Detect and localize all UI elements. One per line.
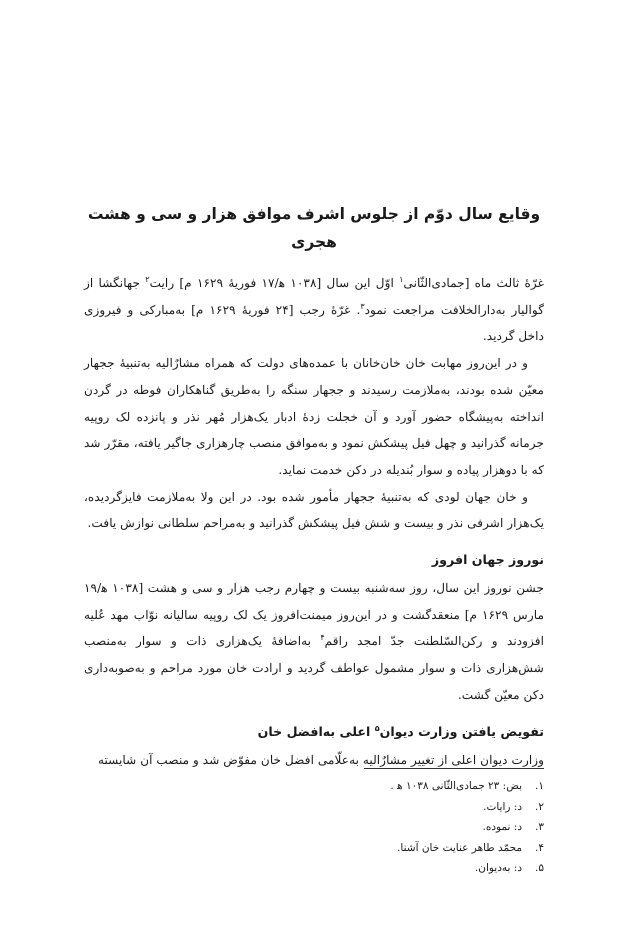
footnote-text: د: نموده.: [482, 821, 522, 833]
section-heading-vizarat-text-a: تفویض یافتن وزارت دیوان: [379, 723, 544, 739]
footnote-text: د: رایات.: [483, 800, 522, 813]
section-heading-vizarat-text-b: اعلی به‌افضل خان: [257, 723, 375, 739]
footnote-text: د: به‌دیوان.: [474, 862, 522, 874]
footnote-number: ۲.: [535, 800, 544, 813]
footnote-number: ۴.: [535, 841, 544, 854]
paragraph-1: [84, 270, 544, 350]
footnote-text: بض: ۲۳ جمادی‌الثّانی ۱۰۳۸ ه‍ .: [390, 780, 522, 792]
paragraph-vizarat: وزارت دیوان اعلی از تغییر مشارٌالیه به‌علّامی افضل خان مفوّض شد و منصب آن شایسته: [97, 752, 544, 767]
paragraph-1-text-a: غرّهٔ ثالث ماه [جمادی‌الثّانی: [403, 276, 544, 290]
footnote-ref-3[interactable]: ۳: [360, 301, 365, 311]
footnote-ref-2[interactable]: ۲: [145, 274, 150, 284]
paragraph-1-text-c: جهانگشا از گوالیار به‌دارالخلافت مراجعت نمود: [84, 276, 544, 317]
footnote-ref-1[interactable]: ۱: [399, 274, 404, 284]
paragraph-nowruz-text-b: به‌اضافهٔ یک‌هزاری ذات و سوار به‌منصب شش‌هزاری ذات و سوار مشمول عواطف گردید و ارادت خان مورد مراحم و به‌صوبه‌داری دکن معیّن گشت.: [84, 634, 544, 702]
paragraph-nowruz-text-a: جشن نوروز این سال، روز سه‌شنبه بیست و چهارم رجب هزار و سی و هشت [۱۰۳۸ ه‍/۱۹ مارس ۱۶۲۹ م] منعقدگشت و در این‌روز میمنت‌افروز یک لک روپیه سالیانه نوّاب مهد عُلیه افزودند و رکن‌السّلطنت جدّ امجد راقم: [84, 581, 544, 649]
paragraph-3: و خان جهان لودی که به‌تنبیهٔ ججهار مأمور شده بود. در این ولا به‌ملازمت فایزگردیده، یک‌هزار اشرفی نذر و بیست و شش فیل پیشکش گذرانید و به‌مراحم سلطانی نوازش یافت.: [84, 489, 544, 531]
paragraph-1-text-b: اوّل این سال [۱۰۳۸ ه‍/۱۷ فوریهٔ ۱۶۲۹ م] رایت: [149, 276, 400, 290]
footnote-number: ۱.: [535, 780, 544, 792]
paragraph-nowruz: [84, 575, 544, 709]
footnote-item: [84, 797, 544, 818]
footnote-number: ۵.: [535, 862, 544, 874]
page-body: [84, 200, 544, 773]
footnote-divider: [364, 768, 544, 769]
footnote-item: [84, 858, 544, 879]
footnote-item: [84, 817, 544, 838]
footnotes-list: [84, 776, 544, 879]
paragraph-2: و در این‌روز مهابت خان خان‌خانان با عمده‌های دولت که همراه مشارٌالیه به‌تنبیهٔ ججهار معیّن شده بودند، به‌ملازمت رسیدند و ججهار سنگه را به‌طریق گناهکاران فوطه در گردن انداخته به‌پیشگاه حضور آورد و آن خجلت زدهٔ ادبار یک‌هزار مُهر نذر و پانزده لک روپیه جرمانه گذرانید و چهل فیل پیشکش نمود و به‌موافق منصب چارهزاری جاگیر یافته، مقرّر شد که با دوهزار پیاده و سوار بُندیله در دکن خدمت نماید.: [84, 356, 544, 477]
footnote-item: [84, 776, 544, 797]
footnote-number: ۳.: [535, 821, 544, 833]
footnote-item: [84, 838, 544, 859]
paragraph-1-text-d: . غرّهٔ رجب [۲۴ فوریهٔ ۱۶۲۹ م] به‌مبارکی و فیروزی داخل گردید.: [84, 302, 544, 344]
footnote-ref-5[interactable]: ۵: [374, 723, 380, 733]
footnote-ref-4[interactable]: ۴: [320, 633, 325, 643]
chapter-title: وقایع سال دوّم از جلوس اشرف موافق هزار و سی و هشت هجری: [87, 205, 541, 251]
section-heading-nowruz: نوروز جهان افروز: [431, 552, 544, 568]
footnote-text: محمّد طاهر عنایت خان آشنا.: [397, 841, 522, 854]
section-heading-vizarat: [84, 719, 544, 745]
